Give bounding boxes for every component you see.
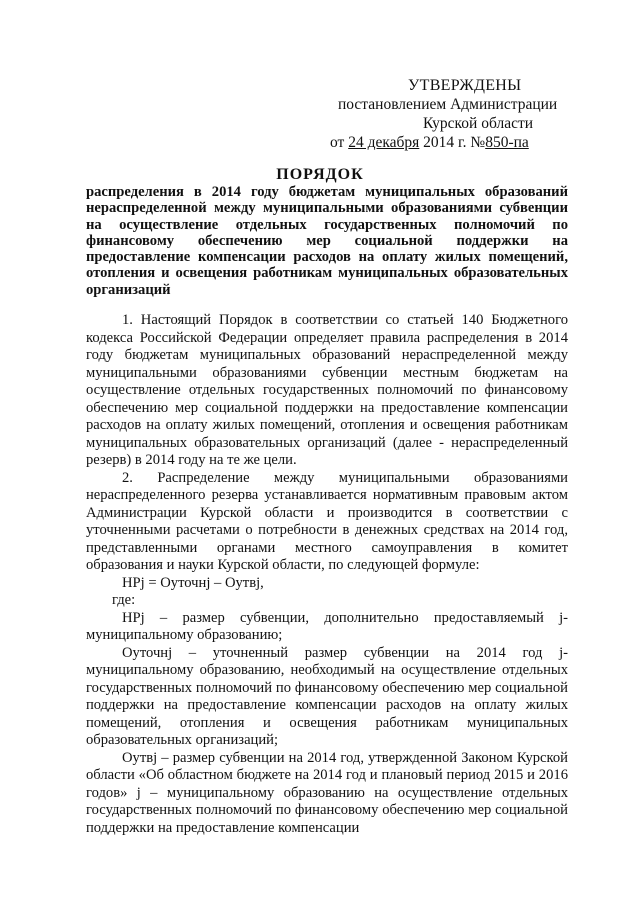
definition-outochn: Оуточнj – уточненный размер субвенции на 2014 год j-муниципальному образованию, необходимый на осуществление отдельных государственных полномочий по финансовому обеспечению мер социальной поддержки на предоставление компенсации расходов на оплату жилых помещений, отопления и освещения работникам муниципальных образовательных организаций; <box>86 644 568 748</box>
approval-title: УТВЕРЖДЕНЫ <box>408 77 522 94</box>
document-body <box>86 312 568 837</box>
approval-year: 2014 г. № <box>423 134 486 151</box>
approval-region: Курской области <box>423 115 534 132</box>
approval-stamp <box>330 76 590 152</box>
approval-date-prefix: от <box>330 134 345 151</box>
definition-nrj: НРj – размер субвенции, дополнительно предоставляемый j- муниципальному образованию; <box>86 609 568 643</box>
approval-date: 24 декабря <box>348 134 420 151</box>
formula-where: где: <box>112 592 136 608</box>
approval-date-line <box>330 133 590 152</box>
paragraph-2: 2. Распределение между муниципальными образованиями нераспределенного резерва устанавливается нормативным правовым актом Администрации Курской области и производится в соответствии с уточненными расчетами о потребности в денежных средствах на 2014 год, представленными органами местного самоуправления в комитет образования и науки Курской области, по следующей формуле: <box>86 469 568 573</box>
document-heading: распределения в 2014 году бюджетам муниципальных образований нераспределенной между муниципальными образованиями субвенции на осуществление отдельных государственных полномочий по финансовому обеспечению мер социальной поддержки на предоставление компенсации расходов на оплату жилых помещений, отопления и освещения работникам муниципальных образовательных организаций <box>86 184 568 298</box>
document-title: ПОРЯДОК <box>276 166 364 183</box>
formula: НРj = Оуточнj – Оутвj, <box>122 574 264 591</box>
definition-outv: Оутвj – размер субвенции на 2014 год, утвержденной Законом Курской области «Об областном бюджете на 2014 год и плановый период 2015 и 2016 годов» j – муниципальному образованию на осуществление отдельных государственных полномочий по финансовому обеспечению мер социальной поддержки на предоставление компенсации <box>86 749 568 836</box>
approval-number: 850-па <box>485 134 529 151</box>
paragraph-1: 1. Настоящий Порядок в соответствии со статьей 140 Бюджетного кодекса Российской Федерации определяет правила распределения в 2014 году бюджетам муниципальных образований нераспределенной между муниципальными образованиями субвенции местным бюджетам на осуществление отдельных государственных полномочий по финансовому обеспечению мер социальной поддержки на предоставление компенсации расходов на оплату жилых помещений, отопления и освещения работникам муниципальных образовательных организаций (далее - нераспределенный резерв) в 2014 году на те же цели. <box>86 312 568 468</box>
approval-issuer: постановлением Администрации <box>338 96 558 113</box>
